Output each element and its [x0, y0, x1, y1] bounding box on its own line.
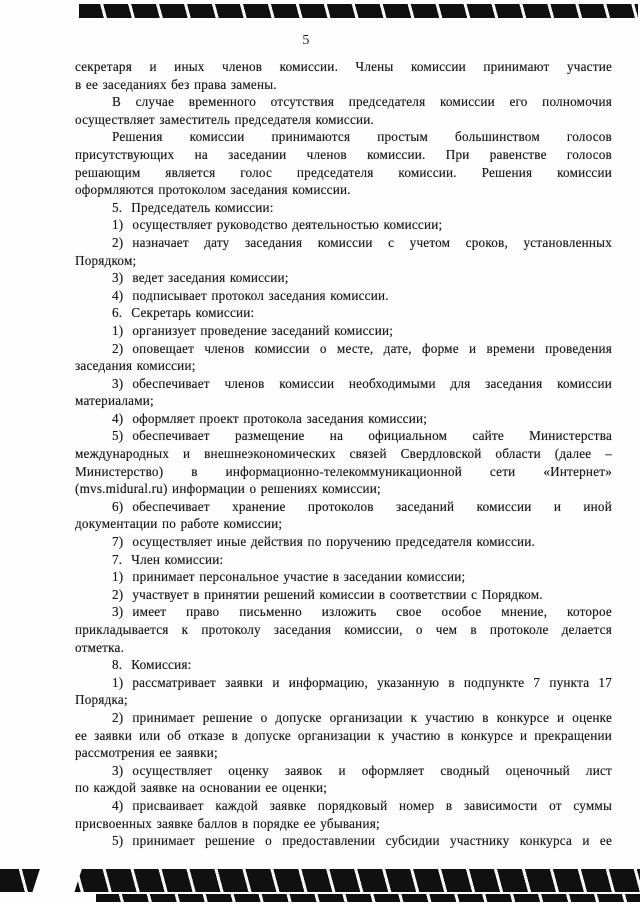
- line-text: назначает дату заседания комиссии с учетом сроков, установленных: [132, 234, 612, 250]
- item-number: 4): [112, 410, 124, 426]
- line-text: прикладывается к протоколу заседания комиссии, о чем в протоколе делается: [75, 622, 612, 637]
- line-text: решающим является голос председателя комиссии. Решения комиссии: [75, 164, 612, 180]
- item-number: 4): [112, 287, 124, 303]
- line-text: Комиссия:: [131, 657, 192, 673]
- item-number: 5.: [112, 199, 123, 215]
- list-item-line: [75, 533, 612, 551]
- list-item-line: [75, 674, 612, 692]
- line-text: участвует в принятии решений комиссии в соответствии с Порядком.: [132, 586, 543, 602]
- list-item-line: [75, 375, 612, 393]
- text-line: [75, 111, 612, 129]
- item-number: 3): [112, 604, 124, 620]
- text-line: [75, 480, 612, 498]
- line-text: организует проведение заседаний комиссии;: [132, 322, 394, 338]
- line-text: оформляются протоколом заседания комиссии.: [75, 182, 351, 198]
- item-number: 2): [112, 340, 124, 356]
- list-item-line: [75, 340, 612, 358]
- line-text: обеспечивает размещение на официальном сайте Министерства: [132, 428, 612, 444]
- line-text: Министерство) в информационно-телекоммуникационной сети «Интернет»: [75, 463, 612, 479]
- item-number: 4): [112, 797, 124, 813]
- item-number: 1): [112, 322, 124, 338]
- line-text: осуществляет руководство деятельностью комиссии;: [132, 217, 443, 233]
- text-line: [75, 146, 612, 164]
- line-text: принимает решение о предоставлении субсидии участнику конкурса и ее: [132, 833, 612, 849]
- page-number: 5: [302, 33, 310, 48]
- list-item-line: [75, 656, 612, 674]
- line-text: присваивает каждой заявке порядковый номер в зависимости от суммы: [132, 797, 612, 813]
- list-item-line: [75, 551, 612, 569]
- text-line: [75, 744, 612, 762]
- item-number: 6.: [112, 305, 123, 321]
- text-line: [75, 357, 612, 375]
- text-line: [75, 252, 612, 270]
- item-number: 2): [112, 234, 124, 250]
- list-item-line: [75, 287, 612, 305]
- line-text: имеет право письменно изложить свое особое мнение, которое: [132, 604, 612, 620]
- line-text: осуществляет иные действия по поручению председателя комиссии.: [132, 534, 536, 550]
- scan-ornament-top-border: [79, 4, 638, 18]
- line-text: материалами;: [75, 393, 154, 409]
- text-line: [75, 779, 612, 797]
- text-line: [75, 392, 612, 410]
- list-item-line: [75, 234, 612, 252]
- line-text: в ее заседаниях без права замены.: [75, 76, 277, 92]
- line-text: Председатель комиссии:: [131, 199, 274, 215]
- line-text: В случае временного отсутствия председателя комиссии его полномочия: [112, 94, 612, 110]
- line-text: Член комиссии:: [131, 551, 224, 567]
- line-text: секретаря и иных членов комиссии. Члены комиссии принимают участие: [75, 59, 612, 74]
- scan-ornament-bottom-border-2: [96, 894, 640, 902]
- item-number: 3): [112, 270, 124, 286]
- line-text: международных и внешнеэкономических связей Свердловской области (далее –: [75, 446, 612, 462]
- text-line: [75, 445, 612, 463]
- text-line: [75, 515, 612, 533]
- text-line: [75, 463, 612, 481]
- text-line: [75, 815, 612, 833]
- line-text: Порядка;: [75, 692, 128, 708]
- list-item-line: [75, 832, 612, 850]
- text-line: [75, 181, 612, 199]
- line-text: присутствующих на заседании членов комиссии. При равенстве голосов: [75, 146, 612, 162]
- text-line: [75, 128, 612, 146]
- text-line: [75, 58, 612, 76]
- line-text: ведет заседания комиссии;: [132, 270, 289, 286]
- item-number: 1): [112, 569, 124, 585]
- item-number: 6): [112, 498, 124, 514]
- line-text: (mvs.midural.ru) информации о решениях комиссии;: [75, 481, 381, 497]
- line-text: по каждой заявке на основании ее оценки;: [75, 780, 328, 796]
- list-item-line: [75, 322, 612, 340]
- line-text: принимает решение о допуске организации к участию в конкурсе и оценке: [132, 709, 612, 725]
- list-item-line: [75, 427, 612, 445]
- item-number: 7.: [112, 551, 123, 567]
- line-text: оформляет проект протокола заседания комиссии;: [132, 410, 428, 426]
- line-text: присвоенных заявке баллов в порядке ее убывания;: [75, 815, 380, 831]
- item-number: 1): [112, 217, 124, 233]
- text-line: [75, 93, 612, 111]
- list-item-line: [75, 269, 612, 287]
- line-text: оповещает членов комиссии о месте, дате, форме и времени проведения: [132, 340, 612, 356]
- item-number: 5): [112, 833, 124, 849]
- line-text: Секретарь комиссии:: [131, 305, 255, 321]
- line-text: осуществляет заместитель председателя комиссии.: [75, 111, 375, 127]
- list-item-line: [75, 304, 612, 322]
- list-item-line: [75, 199, 612, 217]
- line-text: заседания комиссии;: [75, 358, 196, 374]
- item-number: 7): [112, 534, 124, 550]
- list-item-line: [75, 797, 612, 815]
- line-text: рассматривает заявки и информацию, указанную в подпункте 7 пункта 17: [132, 674, 612, 690]
- list-item-line: [75, 568, 612, 586]
- text-line: [75, 76, 612, 94]
- line-text: принимает персональное участие в заседании комиссии;: [132, 569, 466, 585]
- text-line: [75, 727, 612, 745]
- list-item-line: [75, 498, 612, 516]
- item-number: 3): [112, 762, 124, 778]
- text-line: [75, 621, 612, 639]
- line-text: отметка.: [75, 639, 125, 655]
- item-number: 1): [112, 674, 124, 690]
- text-line: [75, 164, 612, 182]
- line-text: документации по работе комиссии;: [75, 516, 283, 532]
- line-text: осуществляет оценку заявок и оформляет сводный оценочный лист: [132, 762, 612, 778]
- scan-ornament-bottom-border: [0, 869, 640, 892]
- item-number: 5): [112, 428, 124, 444]
- line-text: подписывает протокол заседания комиссии.: [132, 287, 389, 303]
- line-text: ее заявки или об отказе в допуске организации к участию в конкурсе и прекращении: [75, 727, 612, 743]
- list-item-line: [75, 410, 612, 428]
- line-text: Порядком;: [75, 252, 137, 268]
- list-item-line: [75, 603, 612, 621]
- line-text: Решения комиссии принимаются простым большинством голосов: [112, 129, 612, 145]
- line-text: обеспечивает хранение протоколов заседаний комиссии и иной: [132, 498, 612, 514]
- document-body: [75, 58, 612, 850]
- list-item-line: [75, 762, 612, 780]
- line-text: рассмотрения ее заявки;: [75, 745, 218, 761]
- text-line: [75, 691, 612, 709]
- line-text: обеспечивает членов комиссии необходимыми для заседания комиссии: [132, 375, 612, 391]
- item-number: 3): [112, 375, 124, 391]
- list-item-line: [75, 709, 612, 727]
- item-number: 2): [112, 709, 124, 725]
- text-line: [75, 639, 612, 657]
- list-item-line: [75, 216, 612, 234]
- list-item-line: [75, 586, 612, 604]
- item-number: 2): [112, 586, 124, 602]
- item-number: 8.: [112, 657, 123, 673]
